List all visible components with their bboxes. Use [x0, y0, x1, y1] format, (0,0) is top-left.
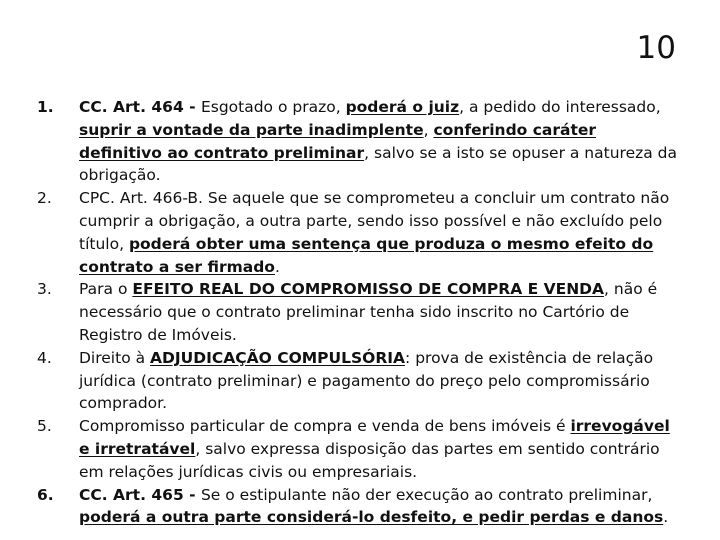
text-segment: , não é necessário que o contrato preliminar tenha sido inscrito no Cartório de Registro de Imóveis.	[79, 280, 658, 344]
text-segment: : prova de existência de relação jurídica (contrato preliminar) e pagamento do preço pelo compromissário comprador.	[79, 348, 654, 413]
text-segment: , salvo se a isto se opuser a natureza da obrigação.	[79, 143, 678, 185]
text-segment: CC. Art. 465 -	[79, 485, 201, 504]
text-segment: Para o	[79, 280, 133, 299]
text-segment: CPC. Art. 466-B. Se aquele que se comprometeu a concluir um contrato não cumprir a obrigação, a outra parte, sendo isso possível e não excluído pelo título,	[79, 189, 670, 253]
text-segment: .	[274, 257, 280, 276]
item-list	[0, 96, 720, 529]
item-number: 4.	[37, 348, 52, 367]
text-segment: ,	[423, 120, 434, 139]
item-number: 2.	[37, 189, 52, 208]
list-item	[0, 96, 720, 187]
emphasized-text: ADJUDICAÇÃO COMPULSÓRIA	[150, 348, 406, 367]
text-segment: Direito à	[79, 348, 151, 367]
text-segment: .	[663, 508, 669, 527]
item-number: 3.	[37, 280, 52, 299]
emphasized-text: poderá o juiz	[345, 98, 460, 116]
emphasized-text: irrevogável e irretratável	[79, 417, 670, 458]
text-segment: Se o estipulante não der execução ao contrato preliminar,	[200, 485, 653, 504]
text-segment: Esgotado o prazo,	[200, 98, 346, 116]
emphasized-text: poderá a outra parte considerá-lo desfeito, e pedir perdas e danos	[79, 508, 664, 527]
text-segment: , a pedido do interessado,	[459, 98, 661, 116]
emphasized-text: suprir a vontade da parte inadimplente	[79, 120, 424, 139]
list-item	[0, 484, 720, 530]
emphasized-text: poderá obter uma sentença que produza o mesmo efeito do contrato a ser firmado	[79, 234, 654, 276]
list-item	[0, 347, 720, 415]
text-segment: Compromisso particular de compra e venda de bens imóveis é	[79, 417, 571, 436]
text-segment: , salvo expressa disposição das partes em sentido contrário em relações jurídicas civis ou empresariais.	[79, 439, 660, 481]
list-item	[0, 187, 720, 278]
list-item	[0, 415, 720, 483]
page-number: 10	[636, 30, 676, 66]
emphasized-text: EFEITO REAL DO COMPROMISSO DE COMPRA E VENDA	[132, 280, 605, 299]
list-item	[0, 278, 720, 346]
emphasized-text: conferindo caráter definitivo ao contrato preliminar	[79, 120, 597, 162]
item-number: 5.	[37, 417, 52, 436]
item-number: 1.	[37, 98, 54, 116]
text-segment: CC. Art. 464 -	[79, 98, 201, 116]
item-number: 6.	[37, 485, 54, 504]
